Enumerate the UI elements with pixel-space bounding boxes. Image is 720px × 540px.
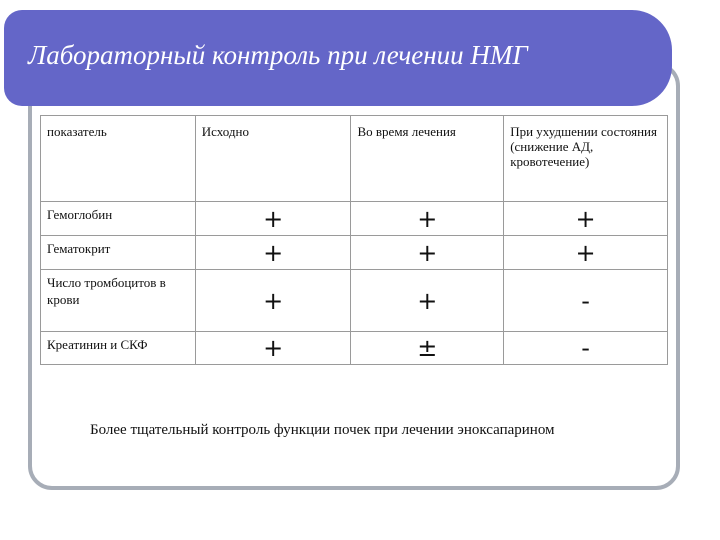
table-row xyxy=(41,270,668,332)
row-label-creatinine: Креатинин и СКФ xyxy=(41,332,196,365)
monitoring-table xyxy=(40,115,668,365)
row-label-platelets: Число тромбоцитов в крови xyxy=(41,270,196,332)
cell-mark: - xyxy=(504,270,668,332)
title-underline xyxy=(32,106,644,108)
table-header-row xyxy=(41,116,668,202)
header-worsening: При ухудшении состояния (снижение АД, кровотечение) xyxy=(504,116,668,202)
slide-title: Лабораторный контроль при лечении НМГ xyxy=(28,40,528,70)
title-band xyxy=(4,10,672,106)
cell-mark: + xyxy=(351,202,504,236)
row-label-hematocrit: Гематокрит xyxy=(41,236,196,270)
cell-mark: ± xyxy=(351,332,504,365)
cell-mark: + xyxy=(195,270,351,332)
table-row xyxy=(41,236,668,270)
cell-mark: + xyxy=(351,236,504,270)
footnote-text: Более тщательный контроль функции почек при лечении эноксапарином xyxy=(90,422,555,438)
cell-mark: + xyxy=(195,202,351,236)
cell-mark: + xyxy=(504,202,668,236)
cell-mark: + xyxy=(195,332,351,365)
table-row xyxy=(41,332,668,365)
table-row xyxy=(41,202,668,236)
cell-mark: - xyxy=(504,332,668,365)
cell-mark: + xyxy=(351,270,504,332)
cell-mark: + xyxy=(504,236,668,270)
row-label-hemoglobin: Гемоглобин xyxy=(41,202,196,236)
cell-mark: + xyxy=(195,236,351,270)
header-indicator: показатель xyxy=(41,116,196,202)
header-baseline: Исходно xyxy=(195,116,351,202)
header-during-treatment: Во время лечения xyxy=(351,116,504,202)
